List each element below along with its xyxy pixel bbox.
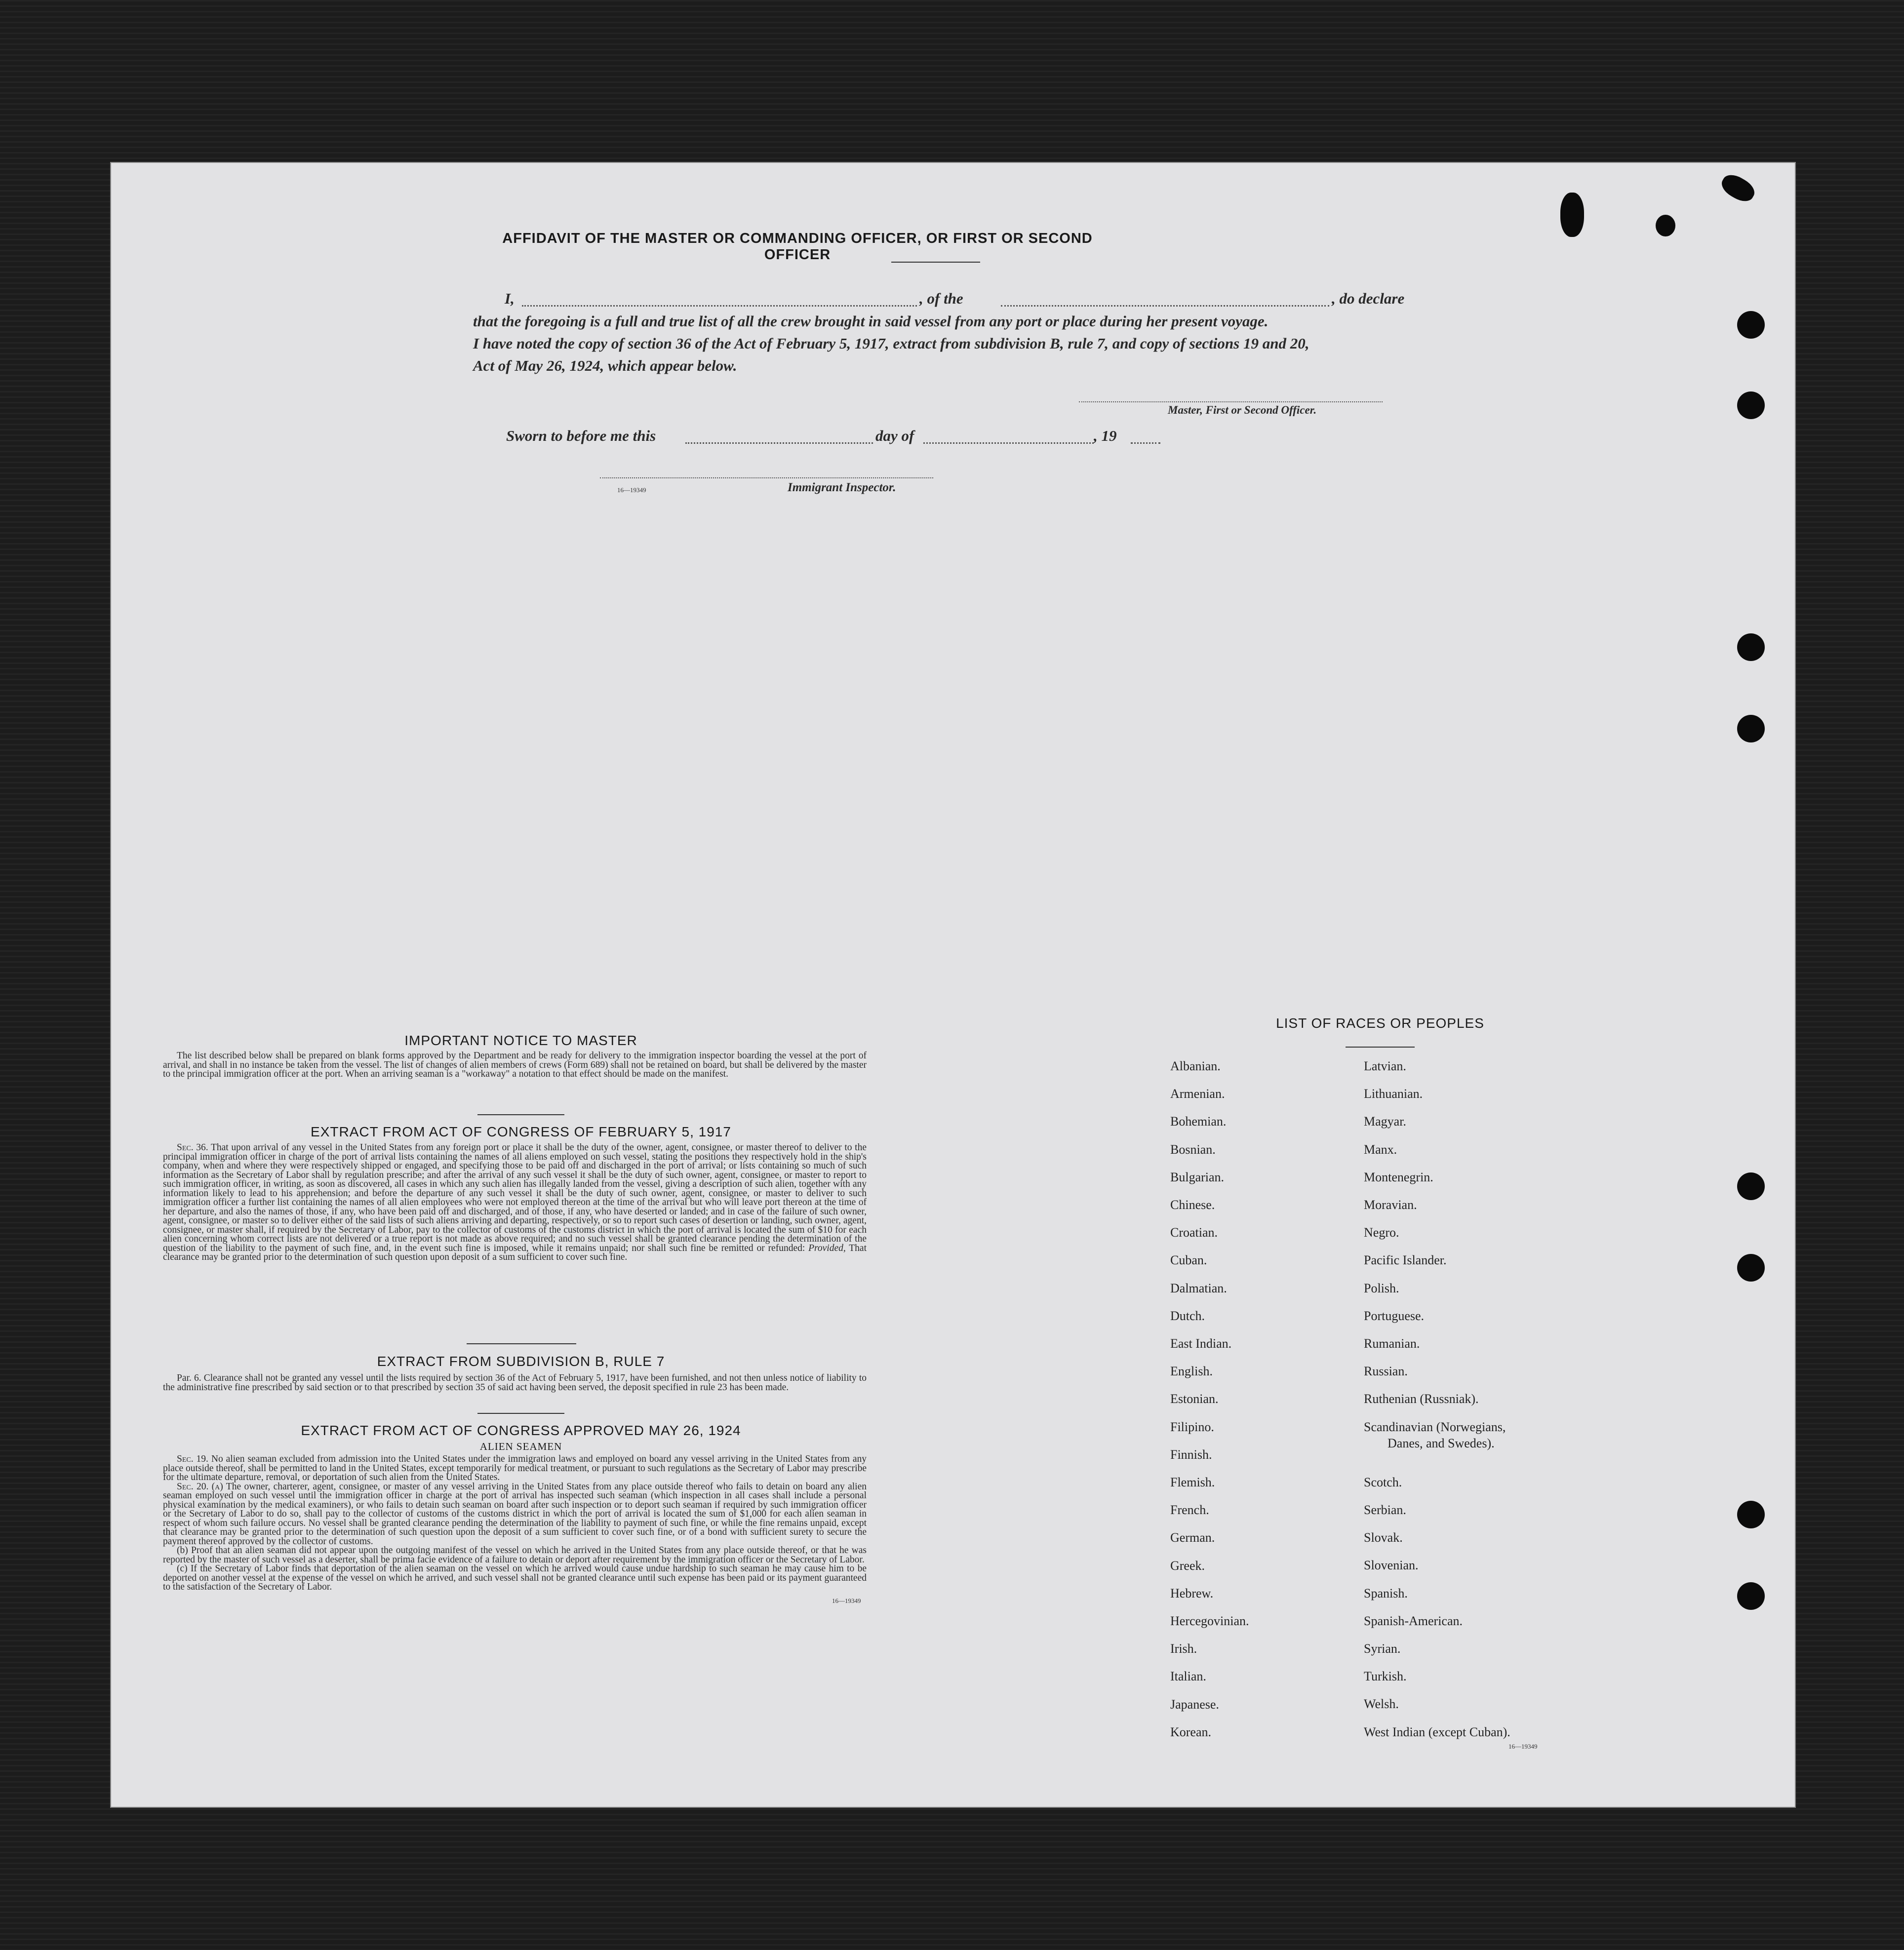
inspector-signature-line bbox=[600, 477, 933, 478]
affidavit-line-4: Act of May 26, 1924, which appear below. bbox=[473, 357, 737, 374]
race-item: West Indian (except Cuban). bbox=[1364, 1725, 1510, 1739]
sec-19-label: Sec. 19. bbox=[177, 1454, 208, 1464]
binder-hole bbox=[1737, 1172, 1765, 1200]
extract-1917-text bbox=[163, 1143, 867, 1262]
subdivision-b-title: EXTRACT FROM SUBDIVISION B, RULE 7 bbox=[377, 1354, 665, 1369]
race-item: Polish. bbox=[1364, 1281, 1399, 1295]
race-item: Finnish. bbox=[1170, 1447, 1212, 1462]
form-number: 16—19349 bbox=[832, 1597, 861, 1604]
extract-1924-text bbox=[163, 1455, 867, 1592]
binder-hole bbox=[1737, 1501, 1765, 1528]
extract-1917-title: EXTRACT FROM ACT OF CONGRESS OF FEBRUARY 5, 1917 bbox=[311, 1124, 731, 1139]
sec-36-body: That upon arrival of any vessel in the United States from any foreign port or place it shall be the duty of the owner, agent, consignee, or master thereof to deliver to the principal immigration officer in charge of the port of arrival lists containing the names of all aliens employed on such vessel, stating the positions they respectively hold in the ship's company, when and where they were respectively shipped or engaged, and specifying those to be paid off and discharged in the port of arrival; or lists containing so much of such information as the Secretary of Labor shall by regulation prescribe; and after the arrival of any such vessel it shall be the duty of such owner, agent, consignee, or master to report to such immigration officer, in writing, as soon as discovered, all cases in which any such alien has illegally landed from the vessel, giving a description of such alien, together with any information likely to lead to his apprehension; and before the departure of any such vessel it shall be the duty of such owner, agent, consignee, or master to deliver to such immigration officer a further list containing the names of all alien employees who were not employed thereon at the time of the arrival but who will leave port thereon at the time of her departure, and also the names of those, if any, who have been paid off and discharged, and of those, if any, who have deserted or landed; and in case of the failure of such owner, agent, consignee, or master so to deliver either of the said lists of such aliens arriving and departing, respectively, or so to report such cases of desertion or landing, such owner, agent, consignee, or master shall, if required by the Secretary of Labor, pay to the collector of customs of the customs district in which the port of arrival is located the sum of $10 for each alien concerning whom correct lists are not delivered or a true report is not made as above required; and no such vessel shall be granted clearance pending the determination of the question of the liability to the payment of such fine, and, in the event such fine is imposed, while it remains unpaid; nor shall such fine be remitted or refunded: bbox=[163, 1142, 867, 1253]
sec-20a-body: The owner, charterer, agent, consignee, or master of any vessel arriving in the United States from any place outside thereof who fails to detain on board any alien seaman employed on such vessel until the immigration officer in charge at the port of arrival has inspected such seaman (which inspection in all cases shall include a personal physical examination by the medical examiners), or who fails to detain such seaman on board after such inspection or to deport such seaman if required by such immigration officer or the Secretary of Labor to do so, shall pay to the collector of customs of the customs district in which the port of arrival is located the sum of $1,000 for each alien seaman in respect of whom such failure occurs. No vessel shall be granted clearance pending the determination of the liability to payment of such fine, or while the fine remains unpaid, except that clearance may be granted prior to the determination of such question upon the deposit of a sum sufficient to cover such fine, or of a bond with sufficient surety to secure the payment thereof approved by the collector of customs. bbox=[163, 1481, 867, 1547]
race-item: Danes, and Swedes). bbox=[1388, 1436, 1495, 1450]
race-item: Negro. bbox=[1364, 1225, 1399, 1240]
subdivision-b-text: Par. 6. Clearance shall not be granted any vessel until the lists required by section 36 of the Act of February 5, 1917, have been furnished, and not then unless notice of liability to the administrative fine prescribed by said section or to that prescribed by section 35 of said act having been served, the deposit specified in rule 23 has been made. bbox=[163, 1373, 867, 1393]
race-item: Serbian. bbox=[1364, 1503, 1406, 1517]
race-item: Irish. bbox=[1170, 1641, 1197, 1656]
race-item: Spanish-American. bbox=[1364, 1614, 1463, 1628]
races-title: LIST OF RACES OR PEOPLES bbox=[1276, 1015, 1484, 1031]
inspector-label: Immigrant Inspector. bbox=[788, 481, 896, 494]
name-blank bbox=[522, 305, 917, 307]
sec-20c: (c) If the Secretary of Labor finds that deportation of the alien seaman on the vessel on which he arrived would cause undue hardship to such seaman he may cause him to be deported on another vessel at the expense of the vessel on which he arrived, and such vessel shall not be granted clearance until such expense has been paid or its payment guaranteed to the satisfaction of the Secretary of Labor. bbox=[163, 1563, 867, 1592]
race-item: Croatian. bbox=[1170, 1225, 1218, 1240]
affidavit-line-3: I have noted the copy of section 36 of the Act of February 5, 1917, extract from subdivision B, rule 7, and copy of sections 19 and 20, bbox=[473, 335, 1309, 352]
race-item: Bulgarian. bbox=[1170, 1170, 1225, 1184]
sec-19 bbox=[163, 1455, 867, 1482]
sec-20b: (b) Proof that an alien seaman did not appear upon the outgoing manifest of the vessel on which he arrived in the United States from any place outside thereof, or that he was reported by the master of such vessel as a deserter, shall be prima facie evidence of a failure to detain or deport after requirement by the immigration officer or the Secretary of Labor. bbox=[163, 1545, 867, 1565]
races-column-2 bbox=[1364, 1059, 1611, 1760]
sec-36-clause: That clearance may be granted prior to the determination of such question upon deposit of a sum sufficient to cover such fine. bbox=[163, 1243, 867, 1262]
race-item: Ruthenian (Russniak). bbox=[1364, 1392, 1479, 1406]
form-number: 16—19349 bbox=[1508, 1743, 1538, 1750]
race-item: English. bbox=[1170, 1364, 1213, 1378]
sworn-prefix: Sworn to before me this bbox=[506, 427, 656, 444]
extract-1924-title: EXTRACT FROM ACT OF CONGRESS APPROVED MAY 26, 1924 bbox=[301, 1423, 741, 1438]
race-item: Hebrew. bbox=[1170, 1586, 1214, 1600]
race-item: Greek. bbox=[1170, 1559, 1205, 1573]
race-item: Rumanian. bbox=[1364, 1336, 1420, 1351]
race-item: Chinese. bbox=[1170, 1198, 1215, 1212]
race-item: Syrian. bbox=[1364, 1641, 1401, 1656]
race-item: Bohemian. bbox=[1170, 1114, 1227, 1129]
signature-line bbox=[1079, 401, 1383, 402]
divider bbox=[891, 262, 980, 263]
sec-19-body: No alien seaman excluded from admission into the United States under the immigration laws and employed on board any vessel arriving in the United States from any place outside thereof, shall be permitted to land in the United States, except temporarily for medical treatment, or pursuant to such regulations as the Secretary of Labor may prescribe for the ultimate departure, removal, or deportation of such alien from the United States. bbox=[163, 1454, 867, 1482]
race-item: Manx. bbox=[1364, 1142, 1397, 1157]
race-item: Filipino. bbox=[1170, 1420, 1214, 1434]
signature-label: Master, First or Second Officer. bbox=[1168, 404, 1317, 416]
race-item: Lithuanian. bbox=[1364, 1087, 1423, 1101]
race-item: Spanish. bbox=[1364, 1586, 1408, 1600]
sec-36-label: Sec. 36. bbox=[177, 1142, 208, 1153]
notice-text: The list described below shall be prepared on blank forms approved by the Department and be ready for delivery to the immigration inspector boarding the vessel at the port of arrival, and shall in no instance be taken from the vessel. The list of changes of alien members of crews (Form 689) shall not be retained on board, but shall be delivered by the master to the principal immigration officer at the port. When an arriving seaman is a "workaway" a notation to that effect should be made on the manifest. bbox=[163, 1051, 867, 1079]
sworn-day-of: day of bbox=[875, 427, 914, 444]
races-column-1 bbox=[1170, 1059, 1348, 1760]
provided-label: Provided, bbox=[808, 1243, 846, 1253]
form-number: 16—19349 bbox=[617, 486, 646, 494]
race-item: Bosnian. bbox=[1170, 1142, 1216, 1157]
binder-hole bbox=[1737, 633, 1765, 661]
race-item: Pacific Islander. bbox=[1364, 1253, 1447, 1267]
race-item: Armenian. bbox=[1170, 1087, 1225, 1101]
race-item: Slovak. bbox=[1364, 1530, 1403, 1545]
race-item: Turkish. bbox=[1364, 1669, 1407, 1683]
notice-title: IMPORTANT NOTICE TO MASTER bbox=[404, 1033, 637, 1048]
binder-hole bbox=[1737, 1582, 1765, 1610]
race-item: Albanian. bbox=[1170, 1059, 1221, 1073]
binder-hole bbox=[1737, 715, 1765, 742]
race-item: Moravian. bbox=[1364, 1198, 1417, 1212]
binder-hole bbox=[1737, 311, 1765, 339]
race-item: Flemish. bbox=[1170, 1475, 1215, 1489]
affidavit-line-2: that the foregoing is a full and true list of all the crew brought in said vessel from any port or place during her present voyage. bbox=[473, 312, 1269, 330]
race-item: Scotch. bbox=[1364, 1475, 1402, 1489]
race-item: Japanese. bbox=[1170, 1697, 1219, 1712]
race-item: Portuguese. bbox=[1364, 1309, 1425, 1323]
affidavit-title: AFFIDAVIT OF THE MASTER OR COMMANDING OFFICER, OR FIRST OR SECOND OFFICER bbox=[502, 231, 1093, 263]
race-item: Latvian. bbox=[1364, 1059, 1406, 1073]
alien-seamen-subtitle: ALIEN SEAMEN bbox=[479, 1441, 562, 1452]
ink-blot bbox=[1560, 193, 1584, 237]
race-item: Russian. bbox=[1364, 1364, 1408, 1378]
race-item: Estonian. bbox=[1170, 1392, 1219, 1406]
divider bbox=[1346, 1047, 1415, 1048]
document-page bbox=[111, 163, 1795, 1807]
affidavit-declare: , do declare bbox=[1332, 290, 1405, 307]
race-item: Montenegrin. bbox=[1364, 1170, 1433, 1184]
race-item: German. bbox=[1170, 1530, 1215, 1545]
race-item: Scandinavian (Norwegians, bbox=[1364, 1420, 1506, 1434]
race-item: Cuban. bbox=[1170, 1253, 1207, 1267]
ink-blot bbox=[1718, 170, 1758, 205]
race-item: Magyar. bbox=[1364, 1114, 1406, 1129]
sec-20-label: Sec. 20. (a) bbox=[177, 1481, 223, 1492]
sworn-day-blank bbox=[685, 442, 873, 444]
race-item: Dalmatian. bbox=[1170, 1281, 1227, 1295]
race-item: East Indian. bbox=[1170, 1336, 1232, 1351]
race-item: Dutch. bbox=[1170, 1309, 1205, 1323]
sec-20a bbox=[163, 1482, 867, 1547]
race-item: Slovenian. bbox=[1364, 1558, 1419, 1572]
sworn-year: , 19 bbox=[1094, 427, 1117, 444]
race-item: French. bbox=[1170, 1503, 1209, 1517]
divider bbox=[477, 1413, 564, 1414]
binder-hole bbox=[1737, 1254, 1765, 1282]
sworn-year-blank bbox=[1131, 442, 1160, 444]
affidavit-line-1 bbox=[505, 287, 1527, 310]
vessel-blank bbox=[1001, 305, 1329, 307]
affidavit-of-the: , of the bbox=[919, 290, 963, 307]
ink-blot bbox=[1656, 215, 1675, 236]
divider bbox=[477, 1114, 564, 1115]
race-item: Korean. bbox=[1170, 1725, 1212, 1739]
affidavit-i: I, bbox=[505, 290, 515, 307]
binder-hole bbox=[1737, 391, 1765, 419]
sworn-line bbox=[506, 425, 1197, 447]
race-item: Welsh. bbox=[1364, 1697, 1399, 1711]
divider bbox=[467, 1343, 576, 1344]
race-item: Hercegovinian. bbox=[1170, 1614, 1249, 1628]
sworn-month-blank bbox=[923, 442, 1094, 444]
race-item: Italian. bbox=[1170, 1669, 1206, 1683]
